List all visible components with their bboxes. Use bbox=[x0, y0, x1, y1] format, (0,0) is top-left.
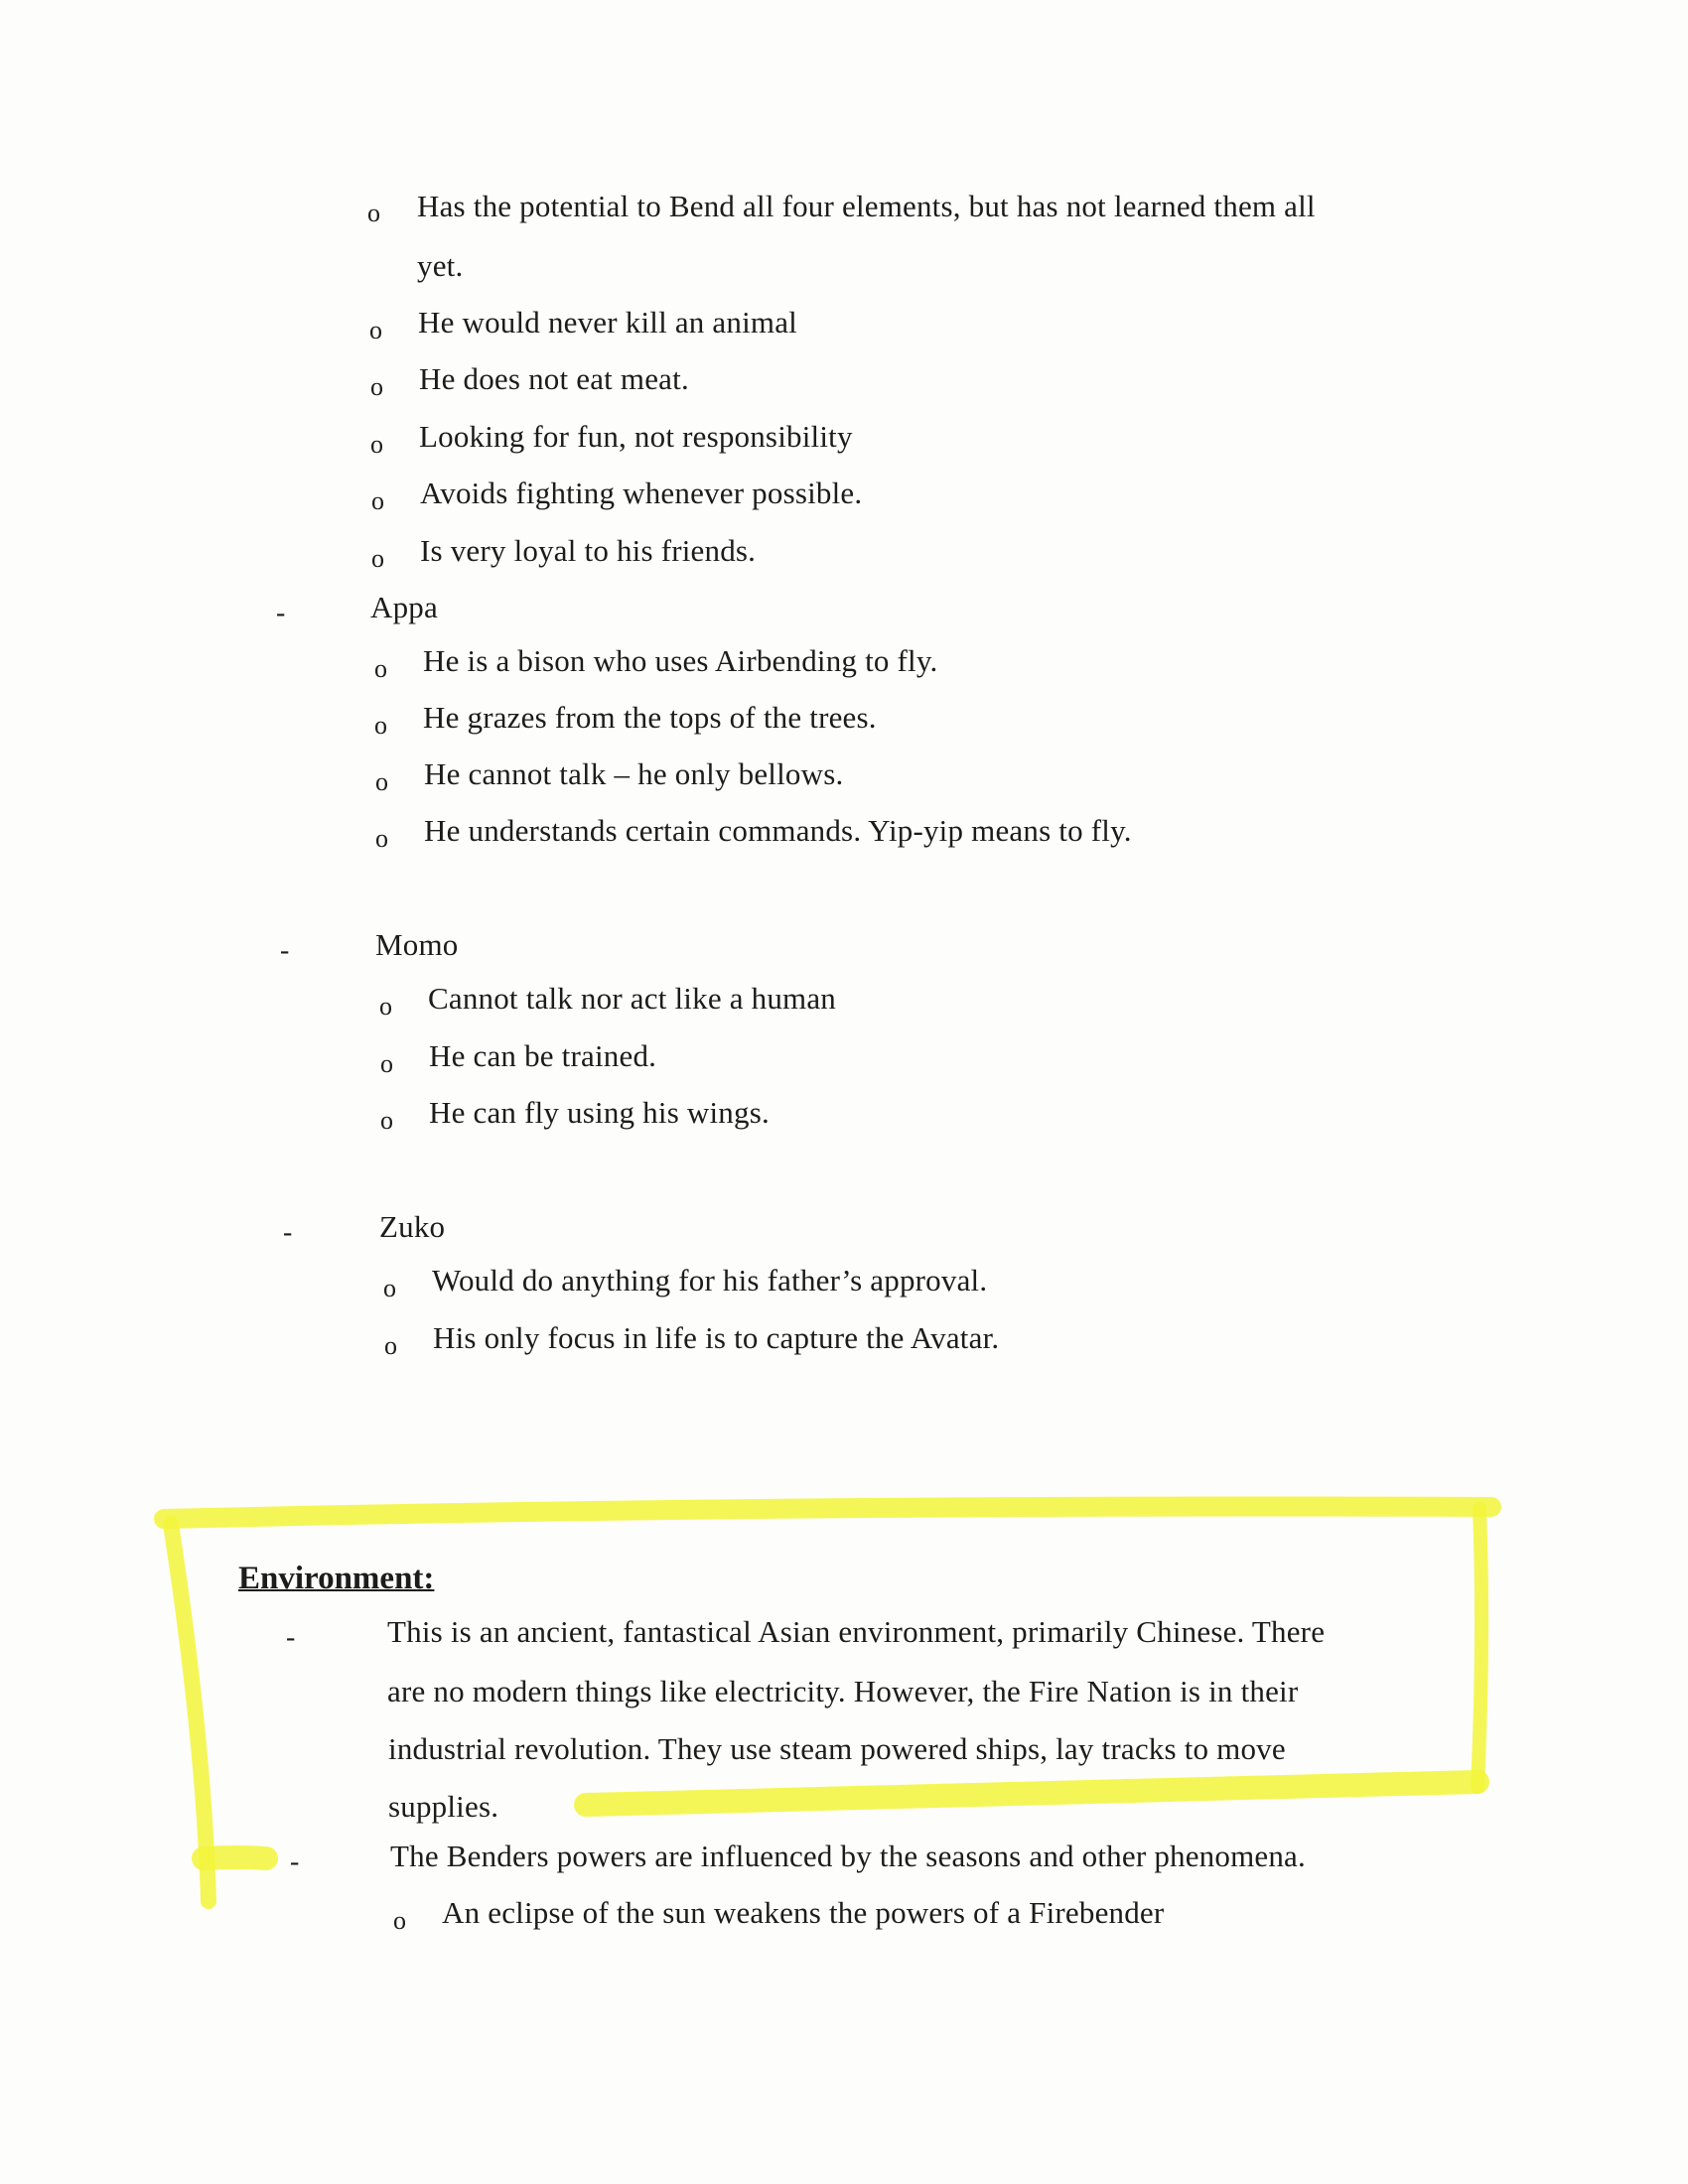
appa-trait: He understands certain commands. Yip-yip means to fly. bbox=[424, 813, 1132, 848]
momo-trait: He can fly using his wings. bbox=[429, 1095, 770, 1130]
appa-trait: He cannot talk – he only bellows. bbox=[424, 756, 844, 791]
zuko-trait: His only focus in life is to capture the Avatar. bbox=[433, 1320, 1000, 1355]
aang-trait-avoids-fighting: Avoids fighting whenever possible. bbox=[420, 476, 863, 510]
dash-icon: - bbox=[290, 1846, 300, 1877]
bullet-icon: o bbox=[393, 1906, 406, 1935]
momo-trait: Cannot talk nor act like a human bbox=[428, 981, 837, 1016]
bullet-icon: o bbox=[375, 767, 388, 796]
bullet-icon: o bbox=[374, 654, 387, 683]
bullet-icon: o bbox=[380, 1106, 393, 1135]
section-heading-environment: Environment: bbox=[238, 1561, 435, 1596]
dash-icon: - bbox=[283, 1217, 293, 1248]
aang-trait-potential-cont: yet. bbox=[417, 248, 464, 283]
bullet-icon: o bbox=[367, 199, 380, 227]
bullet-icon: o bbox=[369, 316, 382, 344]
momo-trait: He can be trained. bbox=[429, 1038, 657, 1073]
bullet-icon: o bbox=[380, 1049, 393, 1078]
aang-trait-loyal: Is very loyal to his friends. bbox=[420, 533, 757, 568]
environment-para2-sub: An eclipse of the sun weakens the powers of a Firebender bbox=[442, 1895, 1165, 1930]
environment-para2: The Benders powers are influenced by the seasons and other phenomena. bbox=[390, 1839, 1306, 1873]
bullet-icon: o bbox=[383, 1274, 396, 1302]
environment-para1-line: are no modern things like electricity. However, the Fire Nation is in their bbox=[387, 1674, 1299, 1708]
environment-para1-line: industrial revolution. They use steam powered ships, lay tracks to move bbox=[388, 1731, 1286, 1766]
dash-icon: - bbox=[276, 598, 286, 628]
environment-para1-line: This is an ancient, fantastical Asian environment, primarily Chinese. There bbox=[387, 1614, 1326, 1649]
aang-trait-fun: Looking for fun, not responsibility bbox=[419, 419, 853, 454]
bullet-icon: o bbox=[375, 824, 388, 853]
bullet-icon: o bbox=[374, 711, 387, 740]
aang-trait-no-meat: He does not eat meat. bbox=[419, 361, 689, 396]
bullet-icon: o bbox=[371, 544, 384, 573]
bullet-icon: o bbox=[370, 430, 383, 459]
bullet-icon: o bbox=[370, 372, 383, 401]
aang-trait-never-kill: He would never kill an animal bbox=[418, 305, 797, 340]
character-name-momo: Momo bbox=[375, 927, 459, 962]
bullet-icon: o bbox=[379, 992, 392, 1021]
dash-icon: - bbox=[286, 1622, 296, 1653]
dash-icon: - bbox=[280, 935, 290, 966]
bullet-icon: o bbox=[371, 486, 384, 515]
bullet-icon: o bbox=[384, 1331, 397, 1360]
environment-para1-line: supplies. bbox=[388, 1789, 499, 1824]
character-name-zuko: Zuko bbox=[379, 1209, 446, 1244]
appa-trait: He is a bison who uses Airbending to fly. bbox=[423, 643, 938, 678]
aang-trait-potential: Has the potential to Bend all four elements, but has not learned them all bbox=[417, 189, 1316, 223]
character-name-appa: Appa bbox=[370, 590, 438, 624]
appa-trait: He grazes from the tops of the trees. bbox=[423, 700, 877, 735]
zuko-trait: Would do anything for his father’s approval. bbox=[432, 1263, 988, 1297]
